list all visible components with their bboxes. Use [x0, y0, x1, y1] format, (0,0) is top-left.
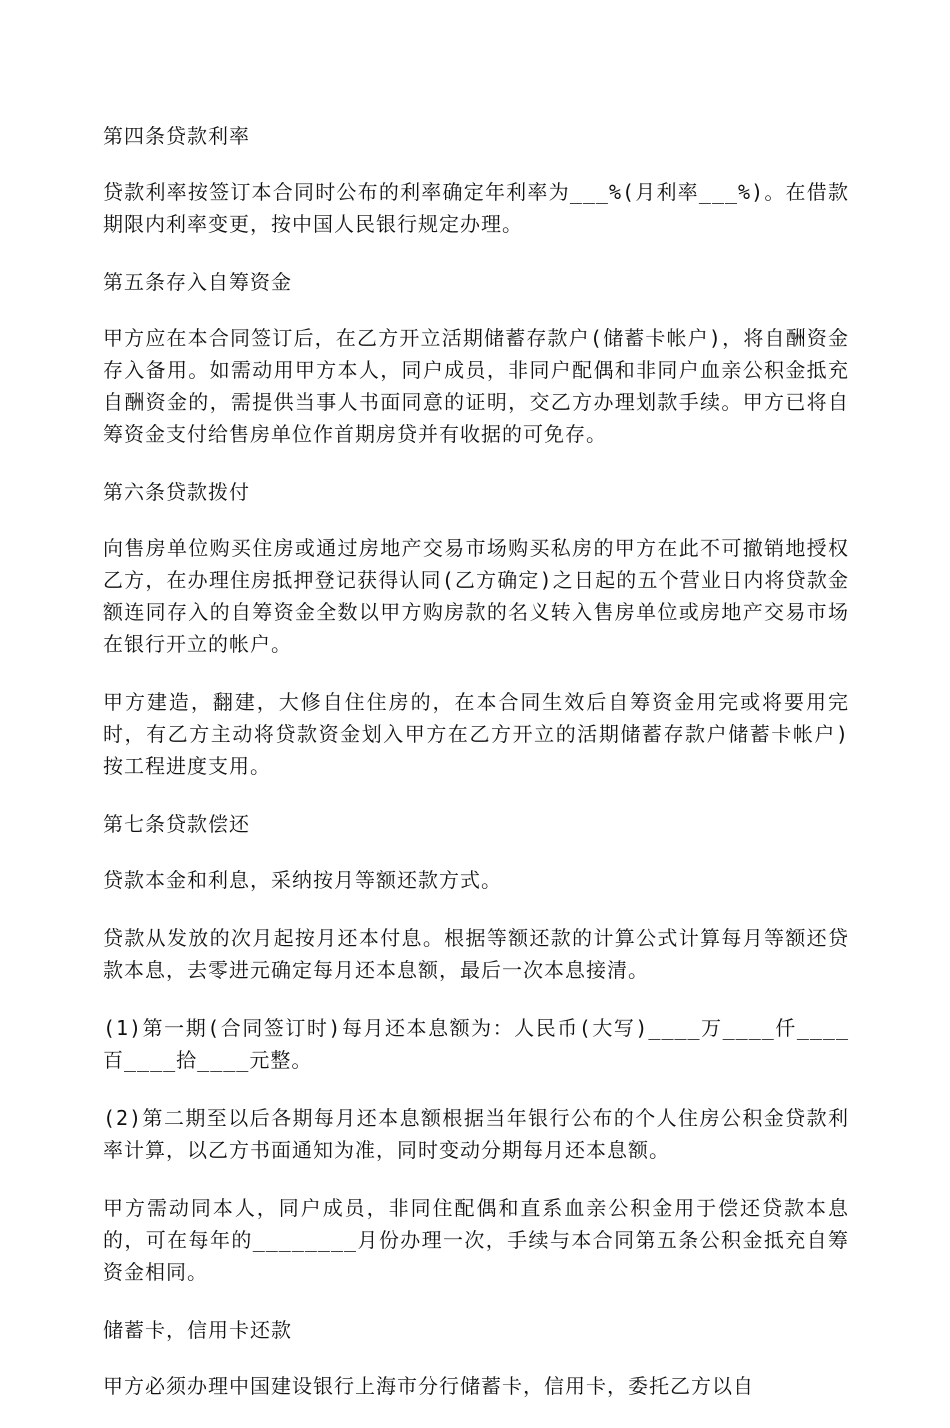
section-heading-article-7: 第七条贷款偿还 — [103, 812, 250, 836]
paragraph-first-period-amount: (1)第一期(合同签订时)每月还本息额为：人民币(大写)____万____仟____百____拾____元整。 — [103, 1016, 849, 1072]
section-heading-card-repayment: 储蓄卡，信用卡还款 — [103, 1318, 292, 1342]
paragraph-monthly-repayment: 贷款从发放的次月起按月还本付息。根据等额还款的计算公式计算每月等额还贷款本息，去零进元确定每月还本息额，最后一次本息接清。 — [103, 926, 849, 982]
paragraph-loan-disbursement: 向售房单位购买住房或通过房地产交易市场购买私房的甲方在此不可撤销地授权乙方，在办理住房抵押登记获得认同(乙方确定)之日起的五个营业日内将贷款金额连同存入的自筹资金全数以甲方购房款的名义转入售房单位或房地产交易市场在银行开立的帐户。 — [103, 536, 849, 656]
section-heading-article-5: 第五条存入自筹资金 — [103, 270, 292, 294]
paragraph-card-requirement: 甲方必须办理中国建设银行上海市分行储蓄卡，信用卡，委托乙方以自 — [103, 1374, 754, 1398]
paragraph-repayment-method: 贷款本金和利息，采纳按月等额还款方式。 — [103, 868, 502, 892]
paragraph-provident-fund-repayment: 甲方需动同本人，同户成员，非同住配偶和直系血亲公积金用于偿还贷款本息的，可在每年的________月份办理一次，手续与本合同第五条公积金抵充自筹资金相同。 — [103, 1196, 849, 1284]
paragraph-self-funds: 甲方应在本合同签订后，在乙方开立活期储蓄存款户(储蓄卡帐户)，将自酬资金存入备用。如需动用甲方本人，同户成员，非同户配偶和非同户血亲公积金抵充自酬资金的，需提供当事人书面同意的证明，交乙方办理划款手续。甲方已将自筹资金支付给售房单位作首期房贷并有收据的可免存。 — [103, 326, 849, 446]
document-page — [103, 120, 849, 1428]
section-heading-article-6: 第六条贷款拨付 — [103, 480, 250, 504]
paragraph-subsequent-periods: (2)第二期至以后各期每月还本息额根据当年银行公布的个人住房公积金贷款利率计算，以乙方书面通知为准，同时变动分期每月还本息额。 — [103, 1106, 849, 1162]
paragraph-interest-rate: 贷款利率按签订本合同时公布的利率确定年利率为___%(月利率___%)。在借款期限内利率变更，按中国人民银行规定办理。 — [103, 180, 849, 236]
section-heading-article-4: 第四条贷款利率 — [103, 124, 250, 148]
paragraph-construction-loan: 甲方建造，翻建，大修自住住房的，在本合同生效后自筹资金用完或将要用完时，有乙方主动将贷款资金划入甲方在乙方开立的活期储蓄存款户储蓄卡帐户)按工程进度支用。 — [103, 690, 849, 778]
